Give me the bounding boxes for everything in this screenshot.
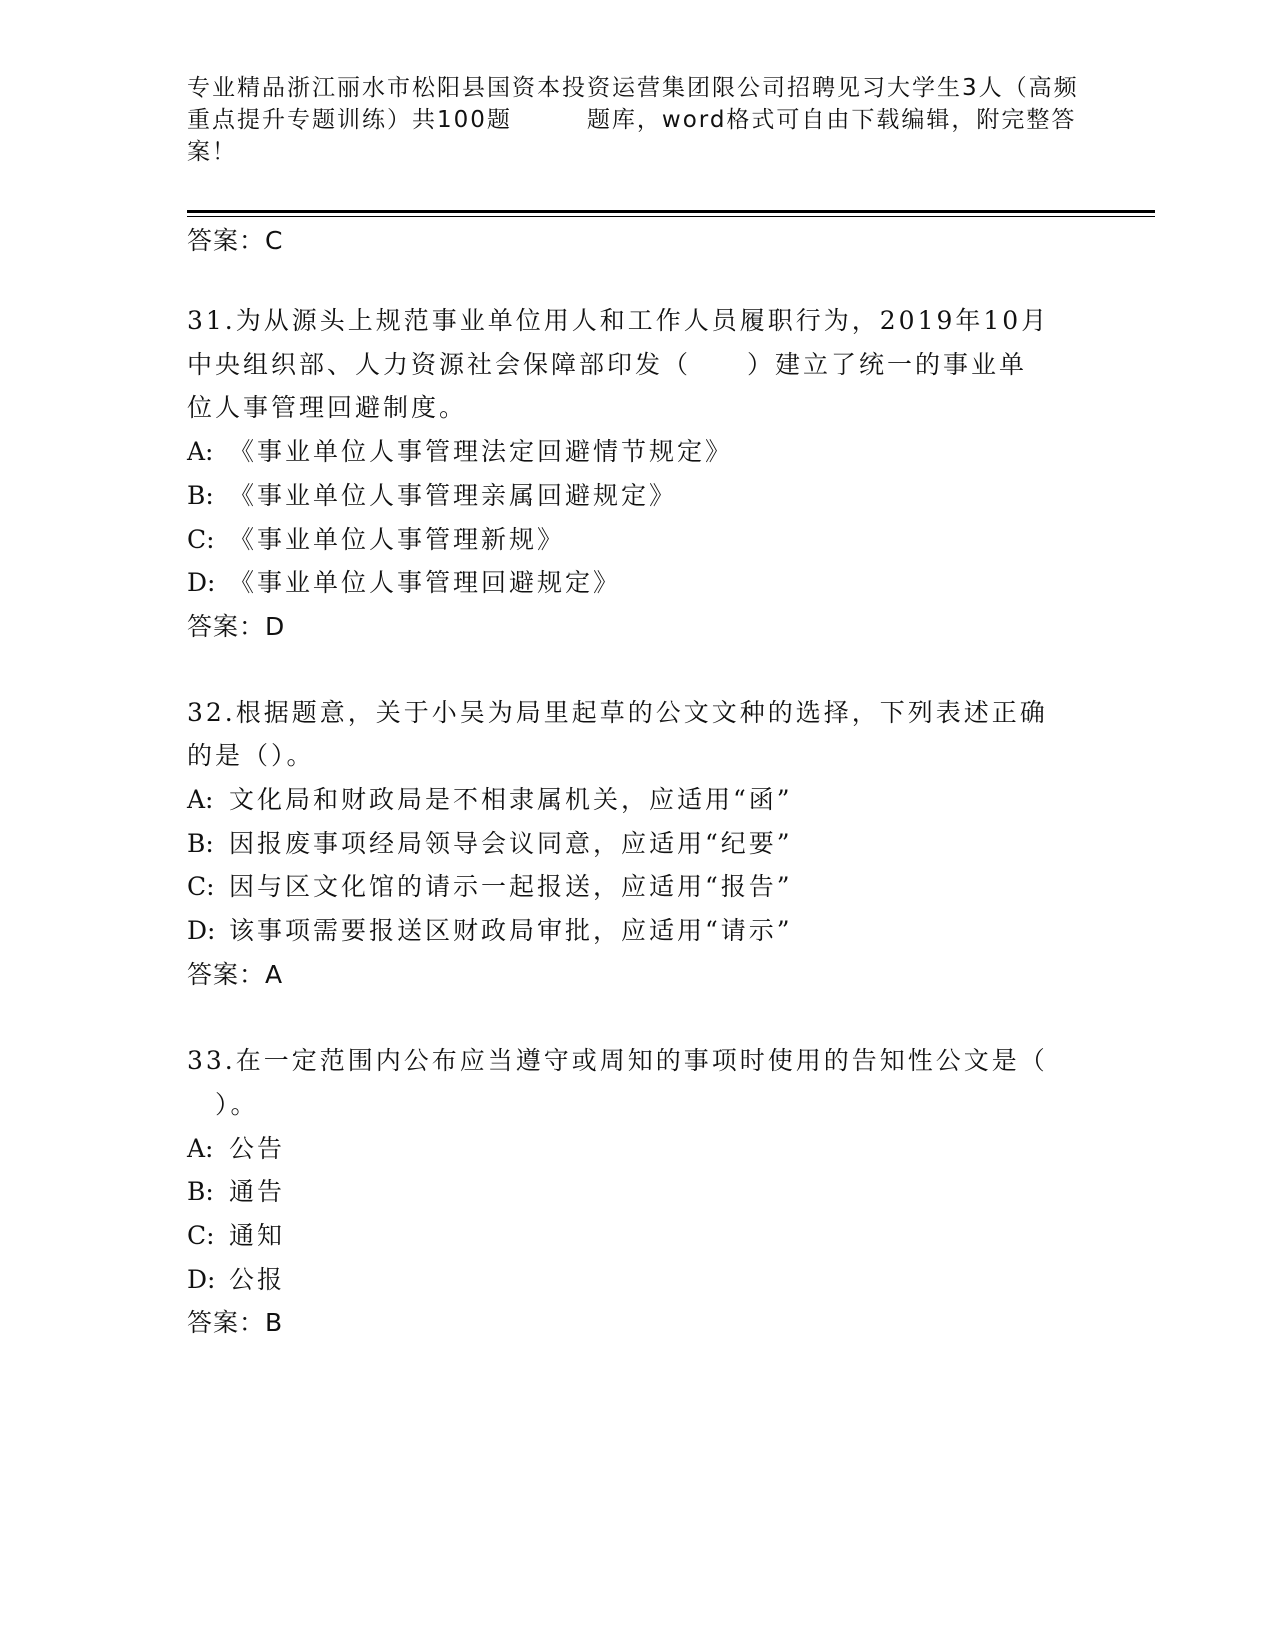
option-letter: C: [187, 525, 215, 554]
header-divider-thick [187, 210, 1155, 213]
q33-stem-line-2: ）。 [187, 1090, 259, 1119]
option-letter: A: [187, 1134, 214, 1163]
q31-option-a [187, 437, 733, 467]
option-letter: A: [187, 437, 214, 466]
option-text: 《事业单位人事管理法定回避情节规定》 [229, 437, 734, 466]
q33-answer: 答案：B [187, 1308, 284, 1337]
q33-stem-line-1: 33.在一定范围内公布应当遵守或周知的事项时使用的告知性公文是（ [187, 1046, 1048, 1075]
option-text: 《事业单位人事管理新规》 [229, 525, 566, 554]
prev-answer: 答案：C [187, 226, 284, 255]
option-text: 文化局和财政局是不相隶属机关，应适用“函” [229, 785, 793, 814]
option-letter: C: [187, 1221, 215, 1250]
option-text: 公报 [229, 1265, 286, 1294]
option-letter: B: [187, 829, 214, 858]
header-line-2: 重点提升专题训练）共100题 题库，word格式可自由下载编辑，附完整答 [187, 107, 1077, 133]
option-text: 《事业单位人事管理亲属回避规定》 [229, 481, 678, 510]
q31-option-c [187, 525, 565, 555]
option-letter: C: [187, 872, 215, 901]
option-text: 公告 [229, 1134, 286, 1163]
q32-stem-line-2: 的是（）。 [187, 741, 315, 770]
option-text: 《事业单位人事管理回避规定》 [229, 568, 622, 597]
q32-stem-line-1: 32.根据题意，关于小吴为局里起草的公文文种的选择，下列表述正确 [187, 698, 1048, 727]
q33-option-b [187, 1177, 285, 1207]
option-letter: D: [187, 568, 216, 597]
q32-answer: 答案：A [187, 960, 284, 989]
header-line-3: 案！ [187, 139, 237, 165]
header-line-1: 专业精品浙江丽水市松阳县国资本投资运营集团限公司招聘见习大学生3人（高频 [187, 75, 1079, 101]
q31-option-d [187, 568, 621, 598]
option-text: 因报废事项经局领导会议同意，应适用“纪要” [229, 829, 793, 858]
q31-stem-line-1: 31.为从源头上规范事业单位用人和工作人员履职行为，2019年10月 [187, 306, 1050, 335]
option-text: 通知 [229, 1221, 286, 1250]
q32-option-b [187, 829, 793, 859]
q31-stem-line-2: 中央组织部、人力资源社会保障部印发（ ）建立了统一的事业单 [187, 350, 1028, 379]
q32-option-c [187, 872, 793, 902]
q31-stem-line-3: 位人事管理回避制度。 [187, 393, 468, 422]
option-letter: B: [187, 1177, 214, 1206]
header-divider-thin [187, 216, 1155, 217]
q32-option-a [187, 785, 793, 815]
option-text: 因与区文化馆的请示一起报送，应适用“报告” [229, 872, 793, 901]
option-letter: A: [187, 785, 214, 814]
q33-option-d [187, 1265, 285, 1295]
q31-answer: 答案：D [187, 612, 286, 641]
q31-option-b [187, 481, 677, 511]
option-text: 通告 [229, 1177, 286, 1206]
q33-option-c [187, 1221, 285, 1251]
option-text: 该事项需要报送区财政局审批，应适用“请示” [229, 916, 793, 945]
option-letter: B: [187, 481, 214, 510]
q32-option-d [187, 916, 793, 946]
q33-option-a [187, 1134, 285, 1164]
document-header [187, 72, 1087, 168]
option-letter: D: [187, 916, 216, 945]
option-letter: D: [187, 1265, 216, 1294]
